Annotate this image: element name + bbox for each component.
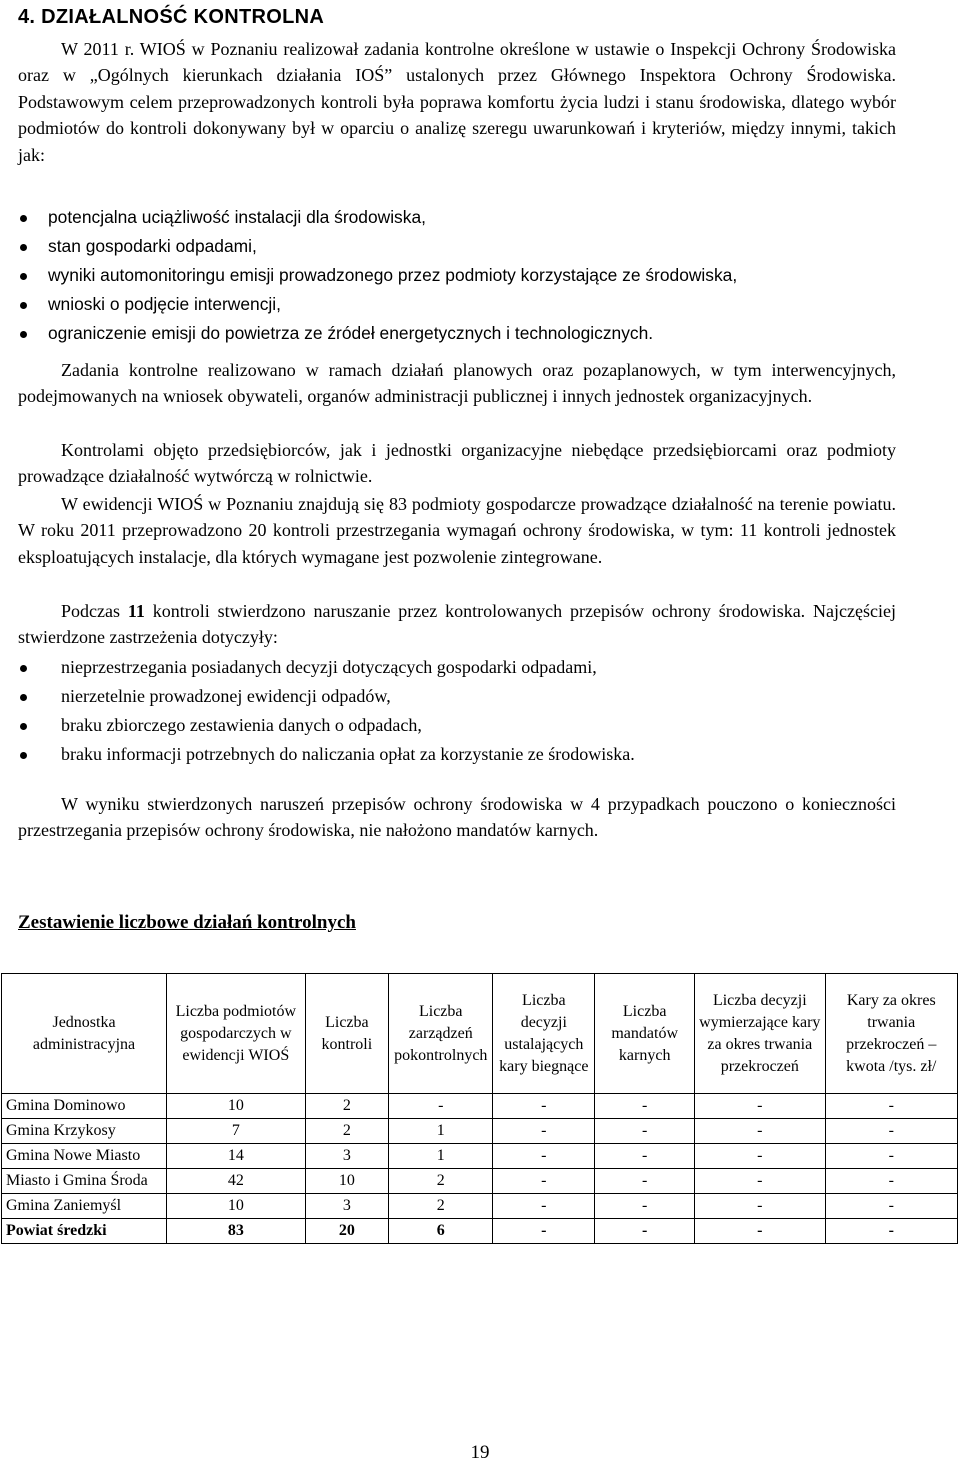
table-row: Gmina Krzykosy 7 2 1 - - - - — [2, 1119, 958, 1144]
violations-list — [18, 653, 896, 769]
bullet-icon — [20, 215, 27, 222]
table-total-row: Powiat średzki 83 20 6 - - - - — [2, 1219, 958, 1244]
outcome-paragraph: W wyniku stwierdzonych naruszeń przepisów ochrony środowiska w 4 przypadkach pouczono o konieczności przestrzegania przepisów ochrony środowiska, nie nałożono mandatów karnych. — [18, 794, 896, 841]
page-number: 19 — [470, 1442, 490, 1463]
table-row: Miasto i Gmina Środa 42 10 2 - - - - — [2, 1169, 958, 1194]
list-item: ograniczenie emisji do powietrza ze źródeł energetycznych i technologicznych. — [18, 319, 896, 348]
list-item: potencjalna uciążliwość instalacji dla środowiska, — [18, 203, 896, 232]
table-header-row — [2, 974, 958, 1094]
section-heading: 4. DZIAŁALNOŚĆ KONTROLNA — [18, 6, 325, 28]
bullet-icon — [20, 273, 27, 280]
list-item: braku zbiorczego zestawienia danych o odpadach, — [18, 711, 896, 740]
table-title: Zestawienie liczbowe działań kontrolnych — [18, 912, 356, 933]
table-header: Liczba kontroli — [305, 974, 389, 1094]
bullet-icon — [20, 331, 27, 338]
list-item: wnioski o podjęcie interwencji, — [18, 290, 896, 319]
bullet-icon — [20, 665, 27, 672]
bullet-icon — [20, 694, 27, 701]
table-header: Liczba podmiotów gospodarczych w ewidencji WIOŚ — [167, 974, 306, 1094]
tasks-paragraph: Zadania kontrolne realizowano w ramach działań planowych oraz pozaplanowych, w tym interwencyjnych, podejmowanych na wniosek obywateli, organów administracji publicznej i innych jednostek organizacyjnych. — [18, 360, 896, 407]
registry-paragraph: W ewidencji WIOŚ w Poznaniu znajdują się 83 podmioty gospodarcze prowadzące działalność na terenie powiatu. W roku 2011 przeprowadzono 20 kontroli przestrzegania wymagań ochrony środowiska, w tym: 11 kontroli jednostek eksploatujących instalacje, dla których wymagane jest pozwolenie zintegrowane. — [18, 494, 896, 567]
list-item: nierzetelnie prowadzonej ewidencji odpadów, — [18, 682, 896, 711]
list-item: stan gospodarki odpadami, — [18, 232, 896, 261]
bullet-icon — [20, 302, 27, 309]
table-header: Liczba zarządzeń pokontrolnych — [389, 974, 493, 1094]
bullet-icon — [20, 723, 27, 730]
table-header: Liczba mandatów karnych — [595, 974, 695, 1094]
table-row: Gmina Dominowo 10 2 - - - - - — [2, 1094, 958, 1119]
list-item: wyniki automonitoringu emisji prowadzonego przez podmioty korzystające ze środowiska, — [18, 261, 896, 290]
violations-paragraph: Podczas 11 kontroli stwierdzono naruszanie przez kontrolowanych przepisów ochrony środowiska. Najczęściej stwierdzone zastrzeżenia dotyczyły: — [18, 601, 897, 648]
bullet-icon — [20, 752, 27, 759]
scope-paragraph: Kontrolami objęto przedsiębiorców, jak i jednostki organizacyjne niebędące przedsiębiorcami oraz podmioty prowadzące działalność wytwórczą w rolnictwie. — [18, 440, 896, 487]
table-header: Liczba decyzji wymierzające kary za okres trwania przekroczeń — [695, 974, 825, 1094]
list-item: nieprzestrzegania posiadanych decyzji dotyczących gospodarki odpadami, — [18, 653, 896, 682]
bullet-icon — [20, 244, 27, 251]
intro-paragraph: W 2011 r. WIOŚ w Poznaniu realizował zadania kontrolne określone w ustawie o Inspekcji Ochrony Środowiska oraz w „Ogólnych kierunkach działania IOŚ” ustalonych przez Głównego Inspektora Ochrony Środowiska. Podstawowym celem przeprowadzonych kontroli była poprawa komfortu życia ludzi i stanu środowiska, dlatego wybór podmiotów do kontroli dokonywany był w oparciu o analizę szeregu uwarunkowań i kryteriów, między innymi, takich jak: — [18, 39, 896, 165]
list-item: braku informacji potrzebnych do naliczania opłat za korzystanie ze środowiska. — [18, 740, 896, 769]
table-row: Gmina Nowe Miasto 14 3 1 - - - - — [2, 1144, 958, 1169]
inspection-table — [1, 973, 958, 1244]
criteria-list — [18, 203, 896, 348]
table-header: Kary za okres trwania przekroczeń – kwota /tys. zł/ — [825, 974, 958, 1094]
violations-count: 11 — [127, 601, 145, 621]
table-row: Gmina Zaniemyśl 10 3 2 - - - - — [2, 1194, 958, 1219]
table-header: Liczba decyzji ustalających kary biegnące — [493, 974, 595, 1094]
table-header: Jednostka administracyjna — [2, 974, 167, 1094]
